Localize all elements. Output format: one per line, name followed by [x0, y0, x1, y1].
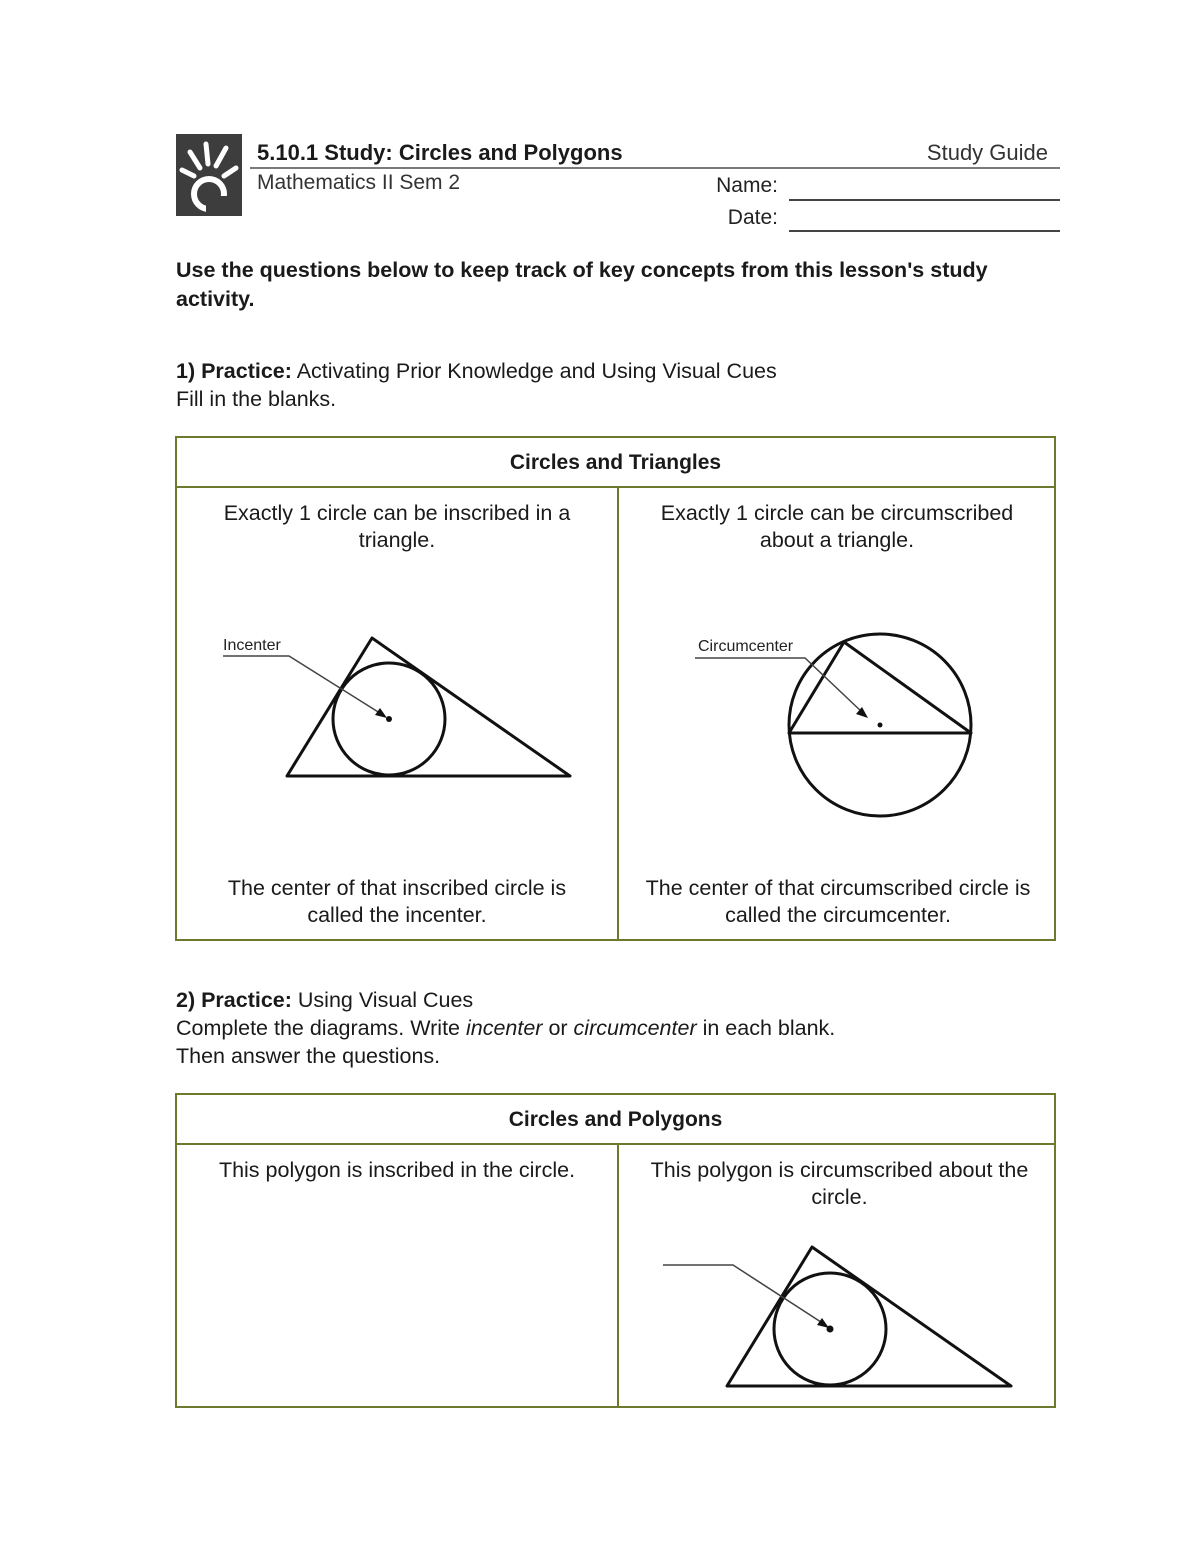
question-1-topic: Activating Prior Knowledge and Using Visual Cues: [296, 359, 777, 383]
circumscribed-polygon-statement: This polygon is circumscribed about the circle.: [650, 1158, 1029, 1209]
term-incenter: incenter: [465, 1016, 543, 1040]
term-circumcenter: circumcenter: [573, 1016, 697, 1040]
arrow-head-icon: [817, 1318, 829, 1328]
circumcenter-point: [878, 723, 883, 728]
circles-triangles-table: [175, 436, 1056, 941]
question-2-instruction-2: Then answer the questions.: [176, 1044, 441, 1068]
table-1-heading: Circles and Triangles: [177, 438, 1054, 488]
instruction-text: in each blank.: [696, 1016, 836, 1040]
question-1-instruction: Fill in the blanks.: [176, 387, 337, 411]
incenter-label: Incenter: [223, 637, 281, 654]
arrow-head-icon: [375, 708, 387, 718]
circumcircle-diagram: [619, 578, 1056, 838]
date-field-line[interactable]: [789, 230, 1060, 232]
logo: [176, 134, 242, 216]
question-2-instruction: [176, 1014, 835, 1042]
instruction-text: or: [542, 1016, 574, 1040]
blank-label-line: [663, 1265, 824, 1324]
header-divider: [250, 167, 1060, 169]
circles-polygons-table: [175, 1093, 1056, 1408]
inscribed-statement: Exactly 1 circle can be inscribed in a triangle.: [223, 501, 571, 552]
question-1-header: [176, 357, 777, 413]
instruction-text: Complete the diagrams. Write: [176, 1016, 466, 1040]
name-label: Name:: [716, 174, 778, 197]
question-2-header: [176, 986, 835, 1070]
question-1-number: 1) Practice:: [176, 359, 292, 383]
incircle-diagram: [177, 578, 615, 798]
course-name: Mathematics II Sem 2: [257, 171, 461, 194]
name-field-line[interactable]: [789, 199, 1060, 201]
intro-instructions: Use the questions below to keep track of key concepts from this lesson's study activity.: [176, 258, 988, 311]
circumcenter-pointer-line: [695, 658, 863, 713]
table-2-heading: Circles and Polygons: [177, 1095, 1054, 1145]
triangle-shape: [727, 1247, 1011, 1386]
incenter-point: [386, 716, 392, 722]
incenter-statement: The center of that inscribed circle is called the incenter.: [227, 876, 567, 927]
date-label: Date:: [727, 206, 778, 229]
question-2-topic: Using Visual Cues: [297, 988, 474, 1012]
document-title: 5.10.1 Study: Circles and Polygons: [257, 140, 623, 165]
triangle-shape: [789, 642, 971, 733]
question-2-number: 2) Practice:: [176, 988, 292, 1012]
inscribed-polygon-statement: This polygon is inscribed in the circle.: [218, 1158, 576, 1182]
document-type: Study Guide: [926, 140, 1048, 165]
incenter-pointer-line: [223, 656, 383, 715]
circumcenter-statement: The center of that circumscribed circle is called the circumcenter.: [645, 876, 1031, 927]
circumscribed-polygon-diagram: [619, 1235, 1056, 1395]
circumcenter-label: Circumcenter: [698, 638, 794, 655]
circumscribed-statement: Exactly 1 circle can be circumscribed about a triangle.: [660, 501, 1014, 552]
triangle-shape: [287, 638, 570, 776]
